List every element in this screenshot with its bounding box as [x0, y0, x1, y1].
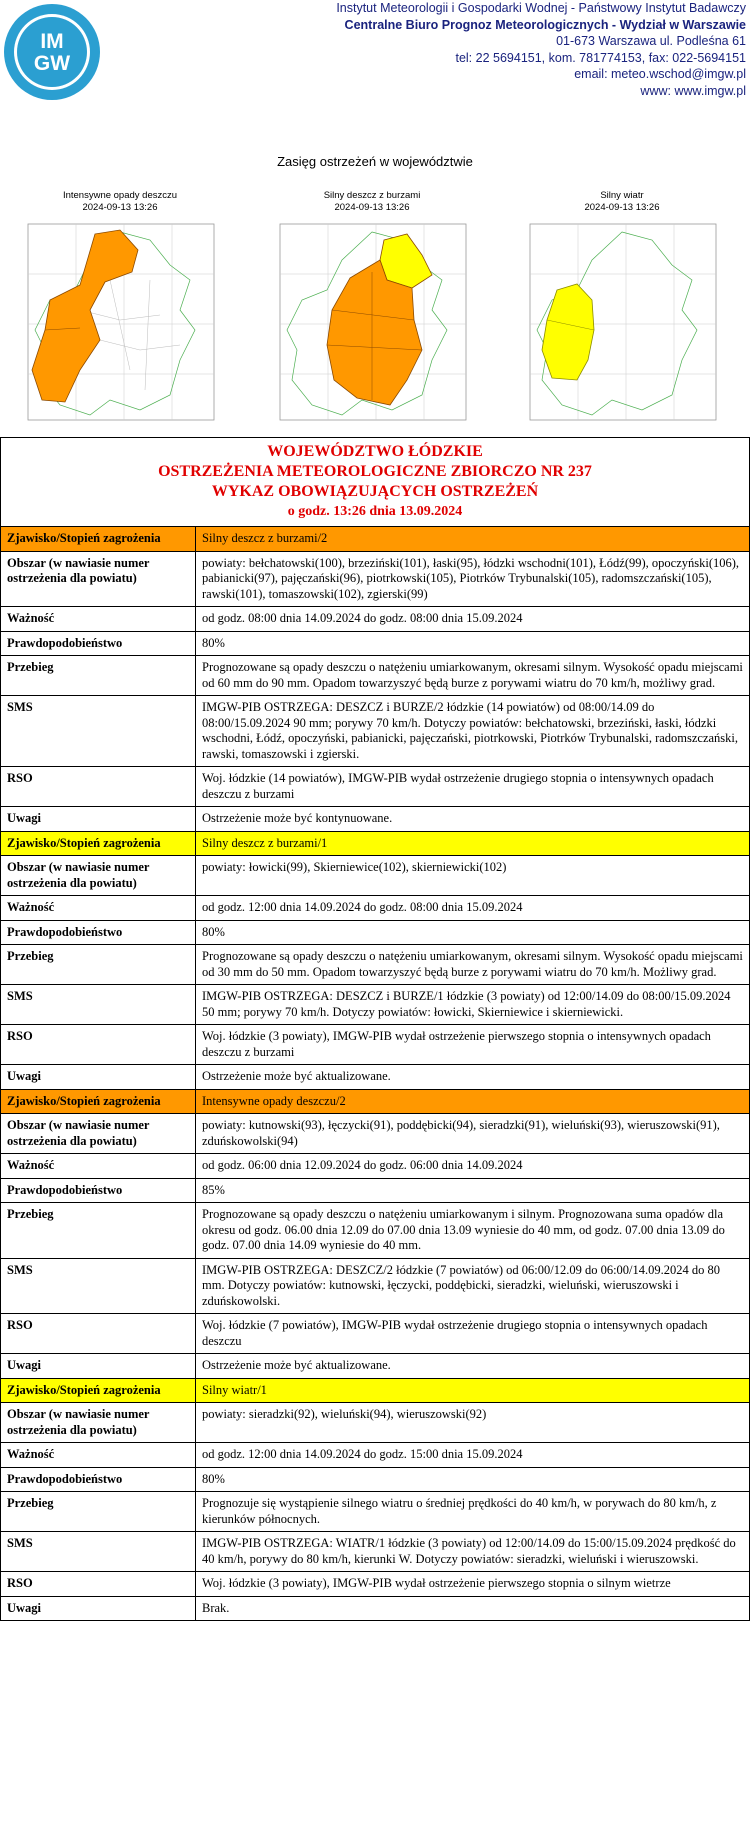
- document-title-row: [1, 438, 750, 527]
- sms-value: IMGW-PIB OSTRZEGA: WIATR/1 łódzkie (3 powiaty) od 12:00/14.09 do 15:00/15.09.2024 prędkość do 40 km/h, porywy do 80 km/h, kierunki W. Dotyczy powiatów: sieradzki, wieluński i wieruszowski.: [196, 1532, 750, 1572]
- title-list: WYKAZ OBOWIĄZUJĄCYCH OSTRZEŻEŃ: [211, 483, 539, 500]
- map-image: [20, 220, 220, 430]
- sms-row: [1, 985, 750, 1025]
- rso-label: RSO: [1, 1314, 196, 1354]
- probability-row: [1, 631, 750, 656]
- warnings-table: [0, 437, 750, 1621]
- rso-value: Woj. łódzkie (14 powiatów), IMGW-PIB wydał ostrzeżenie drugiego stopnia o intensywnych opadach deszczu z burzami: [196, 767, 750, 807]
- area-row: [1, 1403, 750, 1443]
- validity-row: [1, 1443, 750, 1468]
- map-image: [522, 220, 722, 430]
- remarks-row: [1, 807, 750, 832]
- course-row: [1, 656, 750, 696]
- area-row: [1, 856, 750, 896]
- remarks-label: Uwagi: [1, 807, 196, 832]
- probability-label: Prawdopodobieństwo: [1, 1467, 196, 1492]
- rso-label: RSO: [1, 1025, 196, 1065]
- phenomenon-value: Silny deszcz z burzami/2: [196, 527, 750, 552]
- rso-value: Woj. łódzkie (7 powiatów), IMGW-PIB wydał ostrzeżenie drugiego stopnia o intensywnych opadach deszczu: [196, 1314, 750, 1354]
- course-row: [1, 945, 750, 985]
- validity-label: Ważność: [1, 607, 196, 632]
- rso-value: Woj. łódzkie (3 powiaty), IMGW-PIB wydał ostrzeżenie pierwszego stopnia o silnym wietrze: [196, 1572, 750, 1597]
- sms-label: SMS: [1, 1258, 196, 1314]
- phenomenon-label: Zjawisko/Stopień zagrożenia: [1, 527, 196, 552]
- remarks-label: Uwagi: [1, 1065, 196, 1090]
- sms-value: IMGW-PIB OSTRZEGA: DESZCZ/2 łódzkie (7 powiatów) od 06:00/12.09 do 06:00/14.09.2024 do 80 mm. Dotyczy powiatów: kutnowski, łęczycki, poddębicki, sieradzki, wieluński, wieruszowski i zduńskowolski.: [196, 1258, 750, 1314]
- remarks-row: [1, 1596, 750, 1621]
- probability-value: 80%: [196, 920, 750, 945]
- map-image: [272, 220, 472, 430]
- course-value: Prognozowane są opady deszczu o natężeniu umiarkowanym, okresami silnym. Wysokość opadu miejscami od 30 mm do 50 mm. Opadom towarzyszyć będą burze z porywami wiatru do 70 km/h. Możliwy grad.: [196, 945, 750, 985]
- course-value: Prognozowane są opady deszczu o natężeniu umiarkowanym, okresami silnym. Wysokość opadu miejscami od 60 mm do 90 mm. Opadom towarzyszyć będą burze z porywami wiatru do 70 km/h, możliwy grad.: [196, 656, 750, 696]
- title-bulletin: OSTRZEŻENIA METEOROLOGICZNE ZBIORCZO NR 237: [158, 463, 592, 480]
- remarks-row: [1, 1065, 750, 1090]
- address: 01-673 Warszawa ul. Podleśna 61: [556, 34, 746, 48]
- phenomenon-value: Silny wiatr/1: [196, 1378, 750, 1403]
- course-value: Prognozowane są opady deszczu o natężeniu umiarkowanym i silnym. Prognozowana suma opadów dla okresu od godz. 06.00 dnia 12.09 do 07.00 dnia 13.09 wyniesie do 40 mm, od godz. 07.00 dnia 13.09 do godz. 07.00 dnia 14.09 wyniesie do 40 mm.: [196, 1203, 750, 1259]
- remarks-value: Ostrzeżenie może być aktualizowane.: [196, 1065, 750, 1090]
- warnings-body: [1, 527, 750, 1621]
- sms-label: SMS: [1, 696, 196, 767]
- rso-row: [1, 767, 750, 807]
- page-header: [0, 0, 750, 140]
- title-time: o godz. 13:26 dnia 13.09.2024: [287, 504, 463, 519]
- validity-label: Ważność: [1, 896, 196, 921]
- area-value: powiaty: łowicki(99), Skierniewice(102), skierniewicki(102): [196, 856, 750, 896]
- institute-info: [336, 0, 746, 99]
- area-value: powiaty: sieradzki(92), wieluński(94), wieruszowski(92): [196, 1403, 750, 1443]
- probability-label: Prawdopodobieństwo: [1, 1178, 196, 1203]
- probability-label: Prawdopodobieństwo: [1, 631, 196, 656]
- rso-row: [1, 1314, 750, 1354]
- remarks-value: Ostrzeżenie może być kontynuowane.: [196, 807, 750, 832]
- validity-row: [1, 1154, 750, 1179]
- validity-row: [1, 896, 750, 921]
- validity-value: od godz. 12:00 dnia 14.09.2024 do godz. 15:00 dnia 15.09.2024: [196, 1443, 750, 1468]
- map-heavy-rain: [20, 190, 220, 430]
- sms-row: [1, 696, 750, 767]
- probability-row: [1, 920, 750, 945]
- phenomenon-row: [1, 527, 750, 552]
- logo-text-top: IM: [40, 30, 64, 53]
- course-label: Przebieg: [1, 656, 196, 696]
- course-label: Przebieg: [1, 1203, 196, 1259]
- map-title: Silny deszcz z burzami: [323, 190, 421, 201]
- area-row: [1, 1114, 750, 1154]
- phenomenon-value: Intensywne opady deszczu/2: [196, 1089, 750, 1114]
- website[interactable]: www: www.imgw.pl: [640, 83, 746, 98]
- map-date: 2024-09-13 13:26: [82, 202, 158, 213]
- rso-row: [1, 1572, 750, 1597]
- area-row: [1, 551, 750, 607]
- course-value: Prognozuje się wystąpienie silnego wiatru o średniej prędkości do 40 km/h, w porywach do 80 km/h, z kierunków północnych.: [196, 1492, 750, 1532]
- area-value: powiaty: bełchatowski(100), brzeziński(101), łaski(95), łódzki wschodni(101), Łódź(99), opoczyński(106), pabianicki(97), pajęczański(96), piotrkowski(105), Piotrków Trybunalski(105), radomszczański(105), rawski(101), tomaszowski(102), zgierski(99): [196, 551, 750, 607]
- validity-value: od godz. 08:00 dnia 14.09.2024 do godz. 08:00 dnia 15.09.2024: [196, 607, 750, 632]
- institute-name: Instytut Meteorologii i Gospodarki Wodnej - Państwowy Instytut Badawczy: [336, 1, 746, 15]
- sms-value: IMGW-PIB OSTRZEGA: DESZCZ i BURZE/1 łódzkie (3 powiaty) od 12:00/14.09 do 08:00/15.09.2024 50 mm; porywy 70 km/h. Dotyczy powiatów: łowicki, Skierniewice i skierniewicki.: [196, 985, 750, 1025]
- email[interactable]: email: meteo.wschod@imgw.pl: [574, 67, 746, 81]
- rso-row: [1, 1025, 750, 1065]
- rso-label: RSO: [1, 1572, 196, 1597]
- sms-value: IMGW-PIB OSTRZEGA: DESZCZ i BURZE/2 łódzkie (14 powiatów) od 08:00/14.09 do 08:00/15.09.2024 90 mm; porywy 70 km/h. Dotyczy powiatów: bełchatowski, brzeziński, łaski, łódzki wschodni, Łódź, opoczyński, pabianicki, pajęczański, piotrkowski, Piotrków Trybunalski, radomszczański, rawski, tomaszowski i zgierski.: [196, 696, 750, 767]
- validity-label: Ważność: [1, 1154, 196, 1179]
- phenomenon-row: [1, 831, 750, 856]
- maps-title: Zasięg ostrzeżeń w województwie: [277, 154, 473, 169]
- area-label: Obszar (w nawiasie numer ostrzeżenia dla powiatu): [1, 1403, 196, 1443]
- area-label: Obszar (w nawiasie numer ostrzeżenia dla powiatu): [1, 551, 196, 607]
- phenomenon-row: [1, 1378, 750, 1403]
- sms-row: [1, 1532, 750, 1572]
- phenomenon-label: Zjawisko/Stopień zagrożenia: [1, 1089, 196, 1114]
- imgw-logo: [2, 2, 102, 102]
- map-title: Intensywne opady deszczu: [62, 190, 178, 201]
- area-label: Obszar (w nawiasie numer ostrzeżenia dla powiatu): [1, 856, 196, 896]
- validity-value: od godz. 06:00 dnia 12.09.2024 do godz. 06:00 dnia 14.09.2024: [196, 1154, 750, 1179]
- rso-label: RSO: [1, 767, 196, 807]
- probability-value: 80%: [196, 631, 750, 656]
- course-row: [1, 1492, 750, 1532]
- phenomenon-label: Zjawisko/Stopień zagrożenia: [1, 831, 196, 856]
- area-label: Obszar (w nawiasie numer ostrzeżenia dla powiatu): [1, 1114, 196, 1154]
- area-value: powiaty: kutnowski(93), łęczycki(91), poddębicki(94), sieradzki(91), wieluński(93), wieruszowski(91), zduńskowolski(94): [196, 1114, 750, 1154]
- sms-label: SMS: [1, 985, 196, 1025]
- map-storm-rain: [272, 190, 472, 430]
- phenomenon-label: Zjawisko/Stopień zagrożenia: [1, 1378, 196, 1403]
- map-date: 2024-09-13 13:26: [334, 202, 410, 213]
- remarks-value: Ostrzeżenie może być aktualizowane.: [196, 1354, 750, 1379]
- validity-value: od godz. 12:00 dnia 14.09.2024 do godz. 08:00 dnia 15.09.2024: [196, 896, 750, 921]
- probability-label: Prawdopodobieństwo: [1, 920, 196, 945]
- sms-row: [1, 1258, 750, 1314]
- map-strong-wind: [522, 190, 722, 430]
- remarks-value: Brak.: [196, 1596, 750, 1621]
- remarks-row: [1, 1354, 750, 1379]
- maps-row: [0, 190, 750, 435]
- office-name: Centralne Biuro Prognoz Meteorologicznych - Wydział w Warszawie: [344, 17, 746, 32]
- probability-value: 85%: [196, 1178, 750, 1203]
- validity-label: Ważność: [1, 1443, 196, 1468]
- remarks-label: Uwagi: [1, 1354, 196, 1379]
- validity-row: [1, 607, 750, 632]
- course-row: [1, 1203, 750, 1259]
- map-title: Silny wiatr: [600, 190, 644, 201]
- probability-row: [1, 1178, 750, 1203]
- rso-value: Woj. łódzkie (3 powiaty), IMGW-PIB wydał ostrzeżenie pierwszego stopnia o intensywnych opadach deszczu z burzami: [196, 1025, 750, 1065]
- document-title: [1, 438, 750, 527]
- probability-value: 80%: [196, 1467, 750, 1492]
- logo-text-bottom: GW: [33, 52, 71, 75]
- course-label: Przebieg: [1, 1492, 196, 1532]
- title-voivodeship: WOJEWÓDZTWO ŁÓDZKIE: [267, 443, 483, 460]
- remarks-label: Uwagi: [1, 1596, 196, 1621]
- phone: tel: 22 5694151, kom. 781774153, fax: 022-5694151: [455, 50, 746, 65]
- course-label: Przebieg: [1, 945, 196, 985]
- map-date: 2024-09-13 13:26: [584, 202, 660, 213]
- phenomenon-row: [1, 1089, 750, 1114]
- phenomenon-value: Silny deszcz z burzami/1: [196, 831, 750, 856]
- probability-row: [1, 1467, 750, 1492]
- sms-label: SMS: [1, 1532, 196, 1572]
